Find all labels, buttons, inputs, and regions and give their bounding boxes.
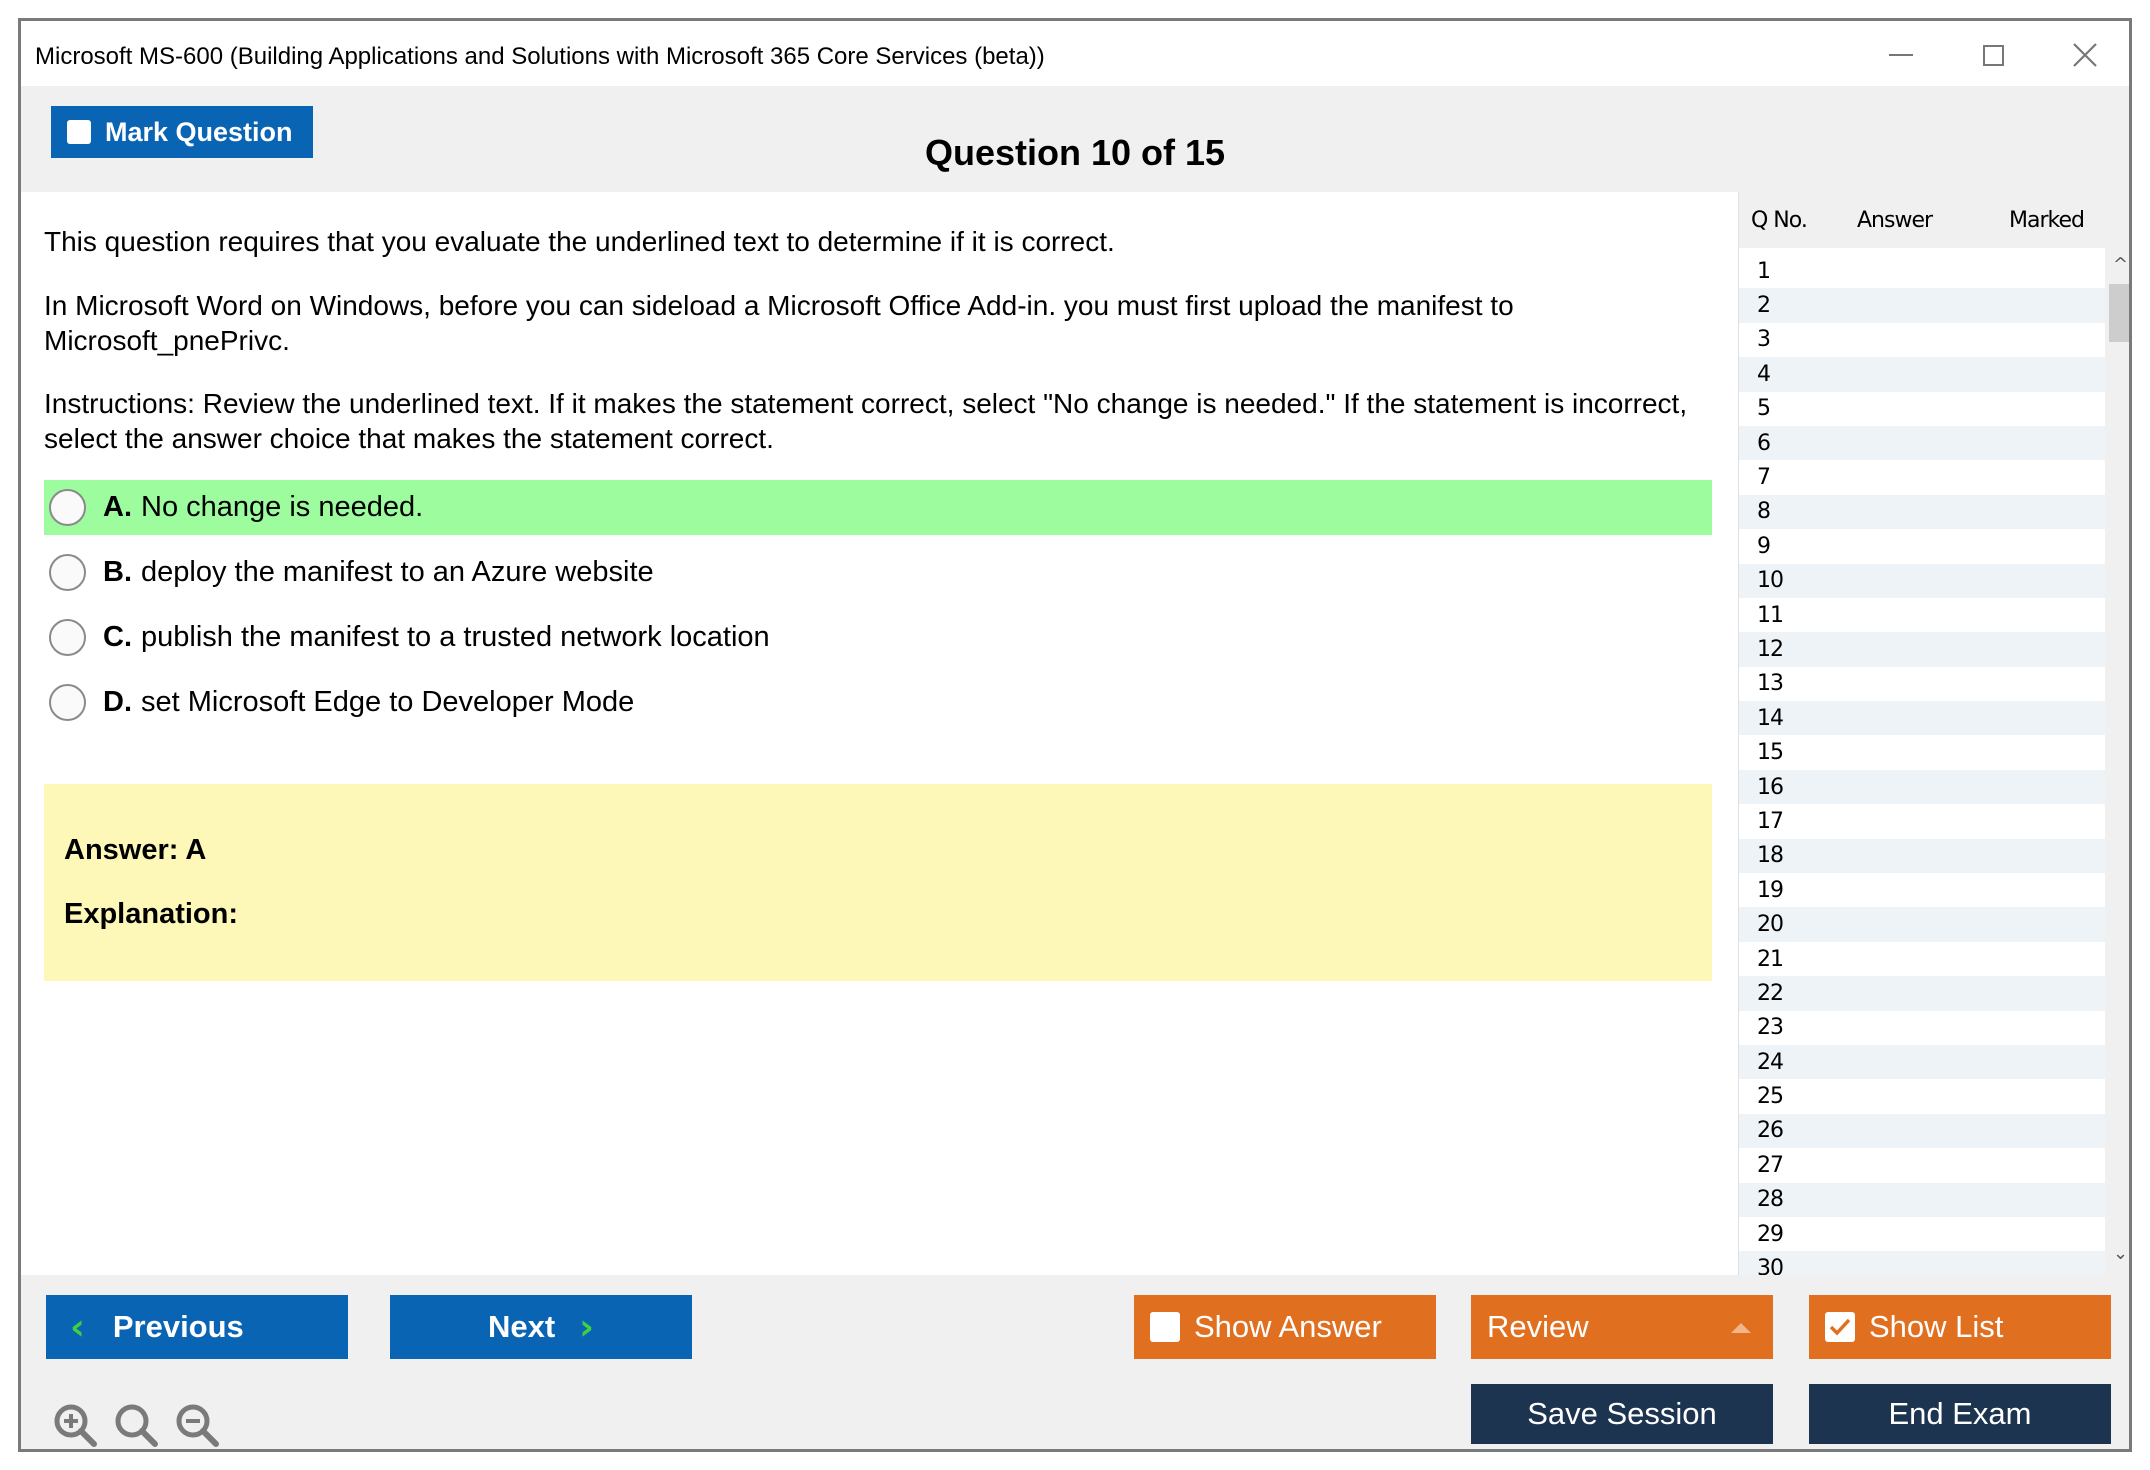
question-list-row[interactable]: 19 (1757, 877, 1783, 903)
radio-icon[interactable] (49, 684, 86, 721)
question-list-row[interactable]: 22 (1739, 976, 2105, 1010)
zoom-reset-icon[interactable] (112, 1401, 160, 1449)
answer-box (44, 784, 1712, 981)
question-list-row[interactable]: 21 (1757, 946, 1783, 972)
option-text: set Microsoft Edge to Developer Mode (141, 686, 635, 718)
option-letter: D. (103, 686, 132, 718)
end-exam-button[interactable] (1809, 1384, 2111, 1444)
chevron-left-icon: ‹ (70, 1306, 85, 1348)
option-letter: A. (103, 491, 132, 523)
zoom-out-icon[interactable] (173, 1401, 221, 1449)
question-instructions: Instructions: Review the underlined text. If it makes the statement correct, select "No change is needed." If the statement is incorrect, select the answer choice that makes the statement correct. (44, 388, 1688, 454)
question-list-row[interactable]: 4 (1739, 357, 2105, 391)
question-list-row[interactable]: 10 (1739, 564, 2105, 598)
question-list-row[interactable]: 28 (1739, 1183, 2105, 1217)
question-list-row[interactable]: 8 (1739, 495, 2105, 529)
checkmark-icon (1828, 1315, 1852, 1339)
question-counter: Question 10 of 15 (924, 132, 1226, 173)
chevron-right-icon: › (579, 1306, 595, 1348)
caret-up-icon (1731, 1323, 1751, 1333)
option-letter: B. (103, 556, 132, 588)
save-session-label: Save Session (1527, 1396, 1717, 1431)
question-list-row[interactable]: 29 (1757, 1221, 1783, 1247)
question-list-row[interactable]: 12 (1739, 632, 2105, 666)
question-list-row[interactable]: 18 (1739, 839, 2105, 873)
option-d[interactable] (44, 675, 1712, 730)
zoom-in-icon[interactable] (51, 1401, 99, 1449)
review-button[interactable] (1471, 1295, 1773, 1359)
question-list-row[interactable]: 9 (1757, 533, 1770, 559)
scroll-down-icon[interactable]: ⌄ (2112, 1243, 2129, 1264)
maximize-icon (1983, 45, 2004, 66)
question-panel (21, 192, 1736, 1275)
footer-toolbar (21, 1275, 2129, 1452)
option-a[interactable] (44, 480, 1712, 535)
column-header-answer[interactable]: Answer (1857, 208, 1933, 233)
radio-icon[interactable] (49, 489, 86, 526)
question-list-row[interactable]: 24 (1739, 1045, 2105, 1079)
show-list-label: Show List (1869, 1309, 2004, 1344)
question-intro: This question requires that you evaluate the underlined text to determine if it is correct. (44, 226, 1115, 257)
question-list-row[interactable]: 17 (1757, 808, 1783, 834)
question-list-panel (1738, 192, 2132, 1275)
show-answer-checkbox-icon (1150, 1312, 1180, 1342)
question-list-row[interactable]: 13 (1757, 671, 1783, 697)
question-list-rows (1739, 248, 2105, 1275)
end-exam-label: End Exam (1888, 1396, 2032, 1431)
review-label: Review (1487, 1309, 1589, 1344)
question-list-row[interactable]: 1 (1757, 258, 1770, 284)
show-answer-label: Show Answer (1194, 1309, 1382, 1344)
title-bar (21, 21, 2129, 86)
question-header (21, 86, 2129, 192)
question-list-row[interactable]: 14 (1739, 701, 2105, 735)
show-list-checkbox-icon (1825, 1312, 1855, 1342)
question-list-row[interactable]: 20 (1739, 907, 2105, 941)
question-list-scrollbar[interactable] (2105, 248, 2132, 1275)
question-list-row[interactable]: 30 (1739, 1251, 2105, 1275)
previous-label: Previous (112, 1309, 244, 1344)
question-statement: In Microsoft Word on Windows, before you can sideload a Microsoft Office Add-in. you must first upload the manifest to Microsoft_pnePrivc. (44, 290, 1514, 356)
question-list-row[interactable]: 6 (1739, 426, 2105, 460)
next-label: Next (487, 1309, 556, 1344)
option-text: deploy the manifest to an Azure website (141, 556, 654, 588)
radio-icon[interactable] (49, 619, 86, 656)
question-list-row[interactable]: 23 (1757, 1015, 1783, 1041)
option-letter: C. (103, 621, 132, 653)
question-list-row[interactable]: 16 (1739, 770, 2105, 804)
show-answer-button[interactable] (1134, 1295, 1436, 1359)
previous-button[interactable] (46, 1295, 348, 1359)
option-text: publish the manifest to a trusted network location (141, 621, 770, 653)
window-title: Microsoft MS-600 (Building Applications and Solutions with Microsoft 365 Core Services (beta)) (35, 43, 1045, 70)
question-list-row[interactable]: 26 (1739, 1114, 2105, 1148)
scroll-up-icon[interactable]: ^ (2112, 254, 2129, 275)
answer-text: Answer: A (64, 834, 207, 866)
question-list-row[interactable]: 3 (1757, 327, 1770, 353)
question-list-row[interactable]: 5 (1757, 396, 1770, 422)
question-list-row[interactable]: 15 (1757, 740, 1783, 766)
exam-window (18, 18, 2132, 1452)
show-list-button[interactable] (1809, 1295, 2111, 1359)
minimize-icon (1889, 54, 1913, 56)
maximize-button[interactable] (1963, 35, 2023, 75)
minimize-button[interactable] (1871, 35, 1931, 75)
close-icon (2072, 42, 2098, 68)
mark-question-label: Mark Question (105, 116, 293, 147)
next-button[interactable] (390, 1295, 692, 1359)
close-button[interactable] (2055, 35, 2115, 75)
question-list-header (1739, 192, 2132, 248)
explanation-label: Explanation: (64, 898, 239, 930)
column-header-marked[interactable]: Marked (2009, 208, 2084, 233)
question-list-row[interactable]: 11 (1757, 602, 1783, 628)
option-b[interactable] (44, 545, 1712, 600)
question-list-row[interactable]: 7 (1757, 465, 1770, 491)
question-list-row[interactable]: 2 (1739, 288, 2105, 322)
option-text: No change is needed. (141, 491, 424, 523)
save-session-button[interactable] (1471, 1384, 1773, 1444)
column-header-qno[interactable]: Q No. (1751, 208, 1807, 233)
radio-icon[interactable] (49, 554, 86, 591)
scroll-thumb[interactable] (2109, 284, 2132, 342)
question-list-row[interactable]: 25 (1757, 1084, 1783, 1110)
option-c[interactable] (44, 610, 1712, 665)
question-list-row[interactable]: 27 (1757, 1152, 1783, 1178)
